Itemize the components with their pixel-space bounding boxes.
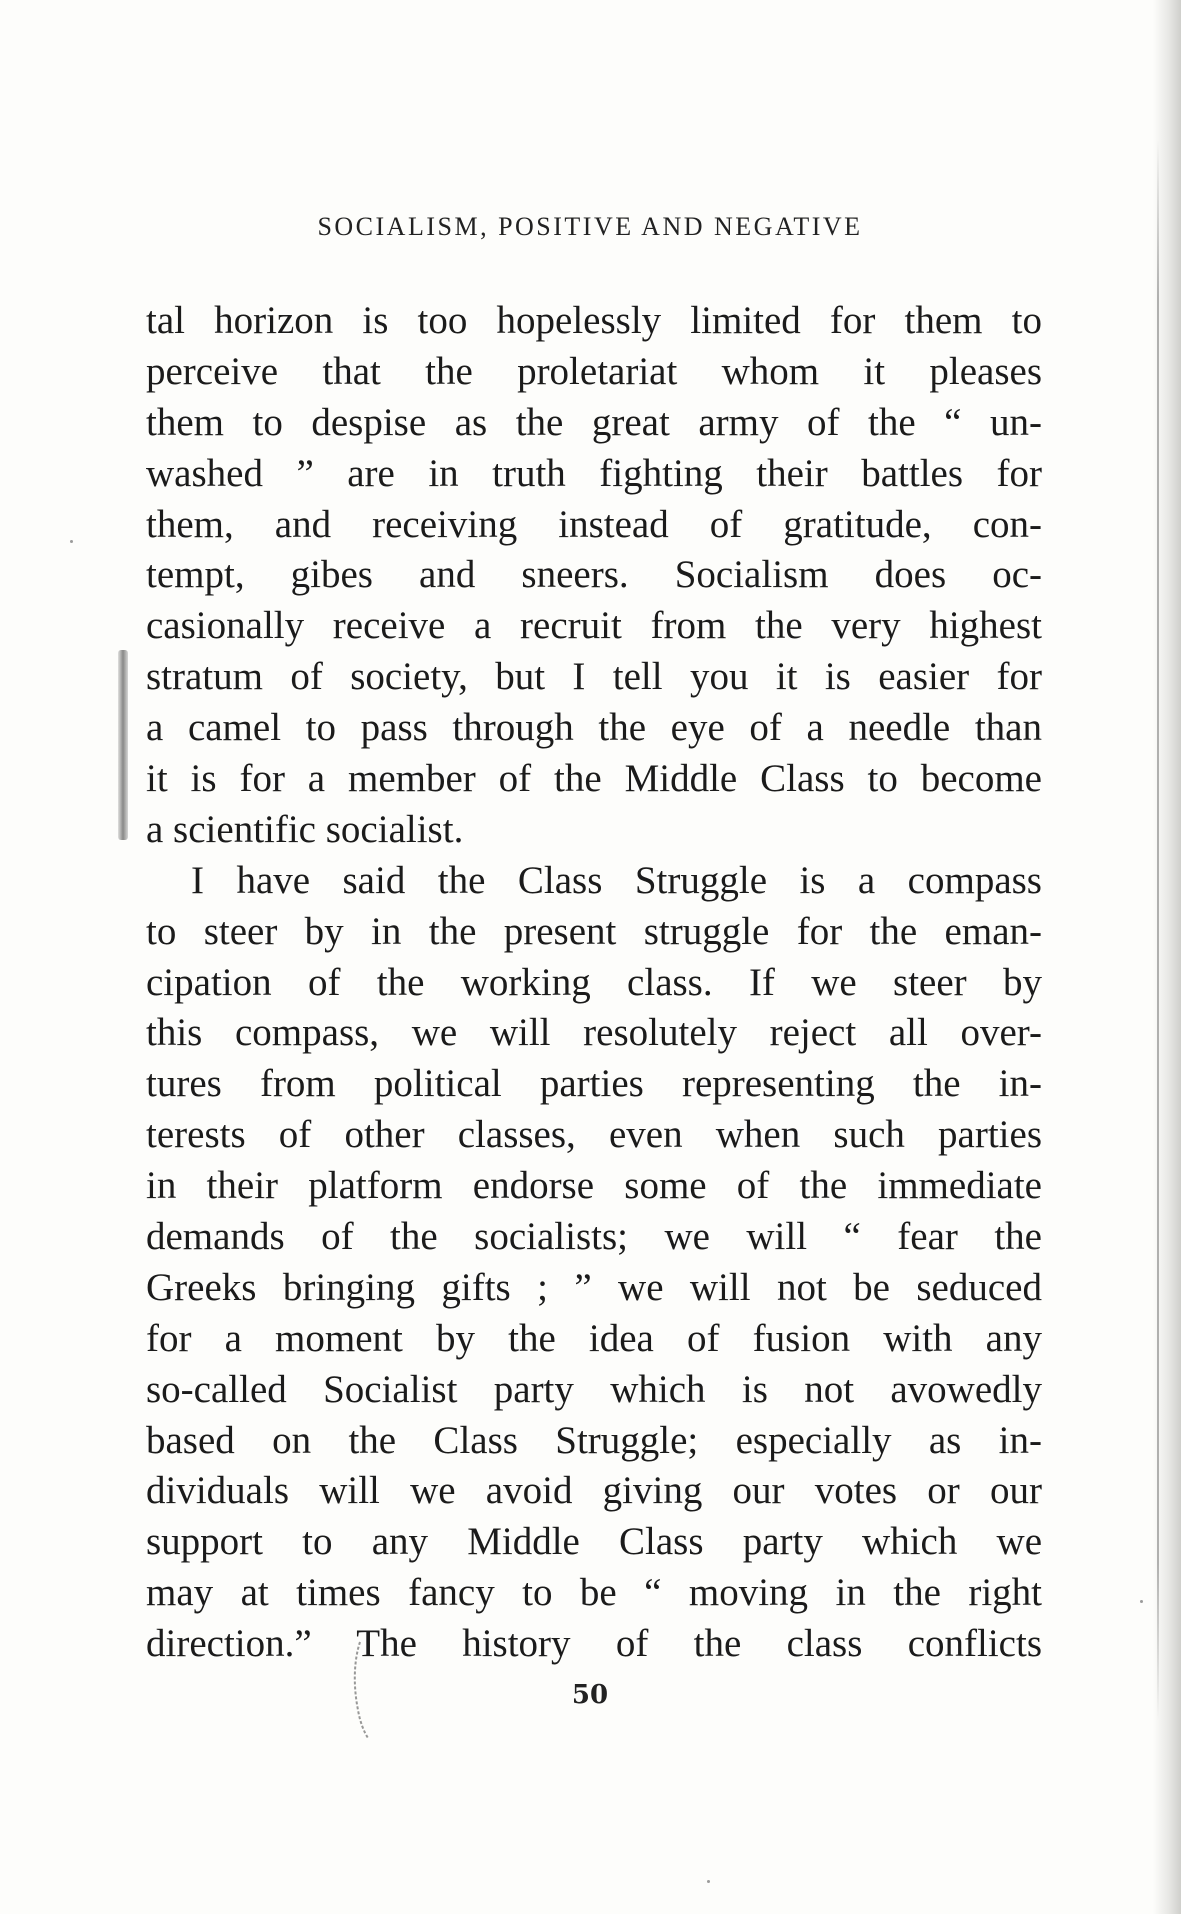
- text-line: casionally receive a recruit from the very highest: [146, 604, 1042, 648]
- text-line: cipation of the working class. If we steer by: [146, 960, 1042, 1004]
- margin-pencil-bracket: [118, 650, 128, 840]
- text-line: a scientific socialist.: [146, 807, 464, 851]
- text-line: tures from political parties representing the in-: [146, 1062, 1042, 1106]
- running-head: SOCIALISM, POSITIVE AND NEGATIVE: [317, 212, 863, 241]
- text-line: this compass, we will resolutely reject all over-: [146, 1011, 1042, 1055]
- text-line: direction.” The history of the class conflicts: [146, 1622, 1042, 1666]
- text-line: it is for a member of the Middle Class to become: [146, 757, 1042, 801]
- body-text: [146, 296, 1042, 1670]
- text-line: in their platform endorse some of the immediate: [146, 1164, 1042, 1208]
- scan-speck: [707, 1880, 710, 1883]
- page-edge-line: [1157, 140, 1159, 1720]
- text-line: for a moment by the idea of fusion with any: [146, 1316, 1042, 1360]
- text-line: may at times fancy to be “ moving in the right: [146, 1571, 1042, 1615]
- text-line: I have said the Class Struggle is a compass: [191, 858, 1042, 902]
- text-line: them to despise as the great army of the “ un-: [146, 400, 1042, 444]
- text-line: tal horizon is too hopelessly limited for them to: [146, 299, 1042, 342]
- text-line: support to any Middle Class party which we: [146, 1520, 1042, 1564]
- text-line: washed ” are in truth fighting their battles for: [146, 451, 1042, 495]
- text-line: perceive that the proletariat whom it pleases: [146, 349, 1042, 393]
- text-line: so-called Socialist party which is not avowedly: [146, 1367, 1042, 1411]
- scan-speck: [1140, 1600, 1143, 1603]
- text-line: Greeks bringing gifts ; ” we will not be seduced: [146, 1265, 1042, 1309]
- text-line: demands of the socialists; we will “ fear the: [146, 1215, 1042, 1259]
- text-line: them, and receiving instead of gratitude, con-: [146, 502, 1042, 546]
- page-number: 50: [571, 1680, 609, 1710]
- text-line: dividuals will we avoid giving our votes or our: [146, 1469, 1042, 1513]
- text-line: a camel to pass through the eye of a needle than: [146, 706, 1042, 750]
- text-line: to steer by in the present struggle for the eman-: [146, 909, 1042, 953]
- text-line: stratum of society, but I tell you it is easier for: [146, 655, 1042, 699]
- text-line: terests of other classes, even when such parties: [146, 1113, 1042, 1157]
- text-line: based on the Class Struggle; especially as in-: [146, 1418, 1042, 1462]
- scan-speck: [70, 540, 73, 543]
- text-line: tempt, gibes and sneers. Socialism does oc-: [146, 553, 1042, 597]
